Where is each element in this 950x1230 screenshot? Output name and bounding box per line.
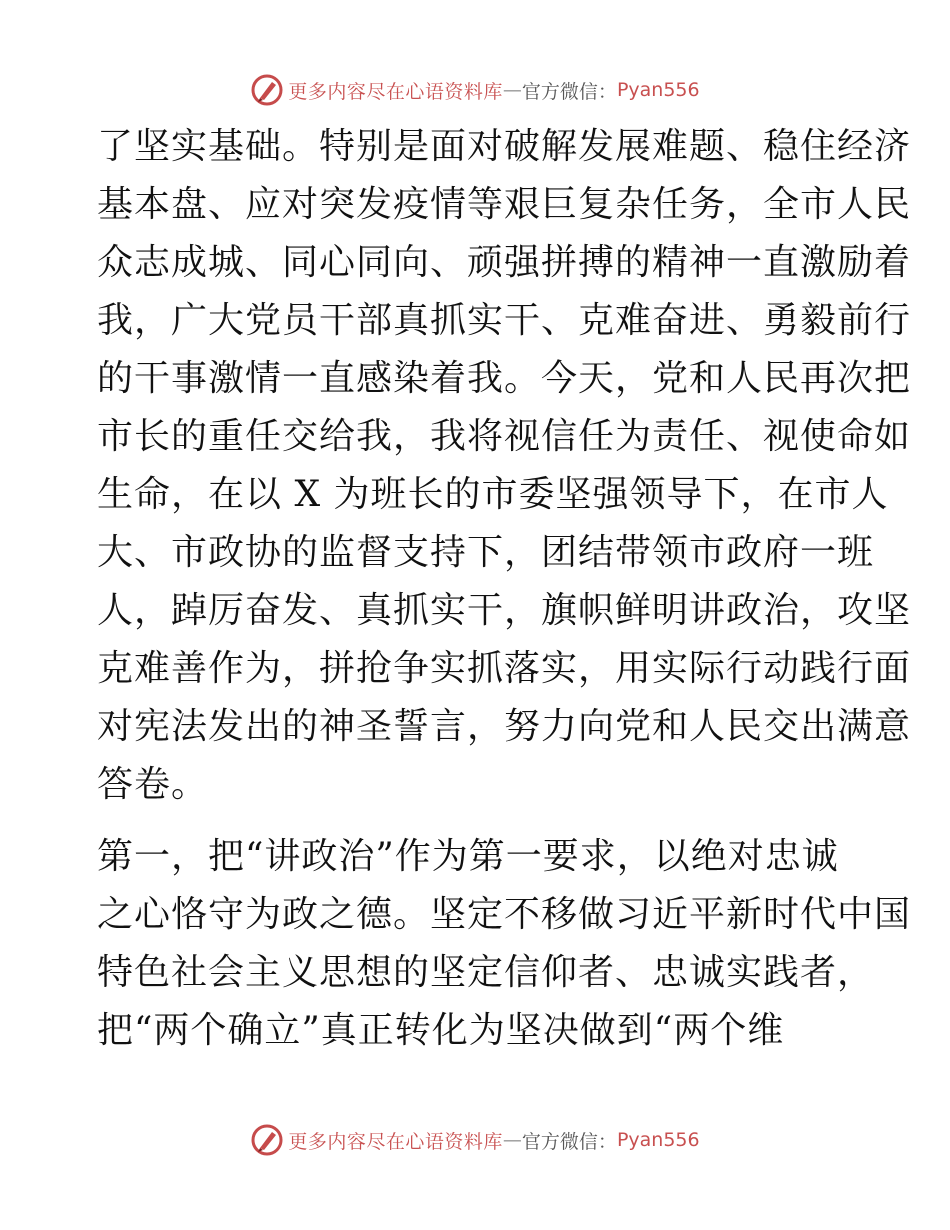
- watermark-wechat-id: Pyan556: [616, 79, 700, 101]
- watermark-header: [0, 70, 950, 110]
- text-line: 答卷。: [97, 764, 209, 805]
- watermark-label: 官方微信：: [521, 1130, 617, 1153]
- text-line: 的干事激情一直感染着我。今天，党和人民再次把: [97, 358, 912, 399]
- watermark-footer: [0, 1120, 950, 1160]
- watermark-site-text: 更多内容尽在心语资料库: [288, 80, 503, 103]
- watermark-dash: —: [502, 1129, 522, 1151]
- paragraph-1: [97, 118, 912, 814]
- watermark-dash: —: [502, 79, 522, 101]
- text-line: 特色社会主义思想的坚定信仰者、忠诚实践者，: [97, 952, 875, 993]
- text-line: 第一，把“讲政治”作为第一要求，以绝对忠诚: [97, 836, 839, 877]
- text-line: 市长的重任交给我，我将视信任为责任、视使命如: [97, 416, 912, 457]
- text-line: 众志成城、同心同向、顽强拼搏的精神一直激励着: [97, 242, 912, 283]
- text-line: 我，广大党员干部真抓实干、克难奋进、勇毅前行: [97, 300, 912, 341]
- pen-logo-icon: [250, 1123, 284, 1157]
- text-line: 对宪法发出的神圣誓言，努力向党和人民交出满意: [97, 706, 912, 747]
- document-body: [97, 118, 912, 1060]
- text-line: 把“两个确立”真正转化为坚决做到“两个维: [97, 1010, 785, 1051]
- watermark-wechat-id: Pyan556: [616, 1129, 700, 1151]
- text-line: 人，踔厉奋发、真抓实干，旗帜鲜明讲政治，攻坚: [97, 590, 912, 631]
- text-line: 生命，在以 X 为班长的市委坚强领导下，在市人: [97, 474, 889, 515]
- text-line: 克难善作为，拼抢争实抓落实，用实际行动践行面: [97, 648, 912, 689]
- watermark-label: 官方微信：: [521, 80, 617, 103]
- pen-logo-icon: [250, 73, 284, 107]
- paragraph-2: [97, 828, 912, 1060]
- text-line: 大、市政协的监督支持下，团结带领市政府一班: [97, 532, 875, 573]
- watermark-site-text: 更多内容尽在心语资料库: [288, 1130, 503, 1153]
- text-line: 基本盘、应对突发疫情等艰巨复杂任务，全市人民: [97, 184, 912, 225]
- text-line: 之心恪守为政之德。坚定不移做习近平新时代中国: [97, 894, 912, 935]
- text-line: 了坚实基础。特别是面对破解发展难题、稳住经济: [97, 126, 912, 167]
